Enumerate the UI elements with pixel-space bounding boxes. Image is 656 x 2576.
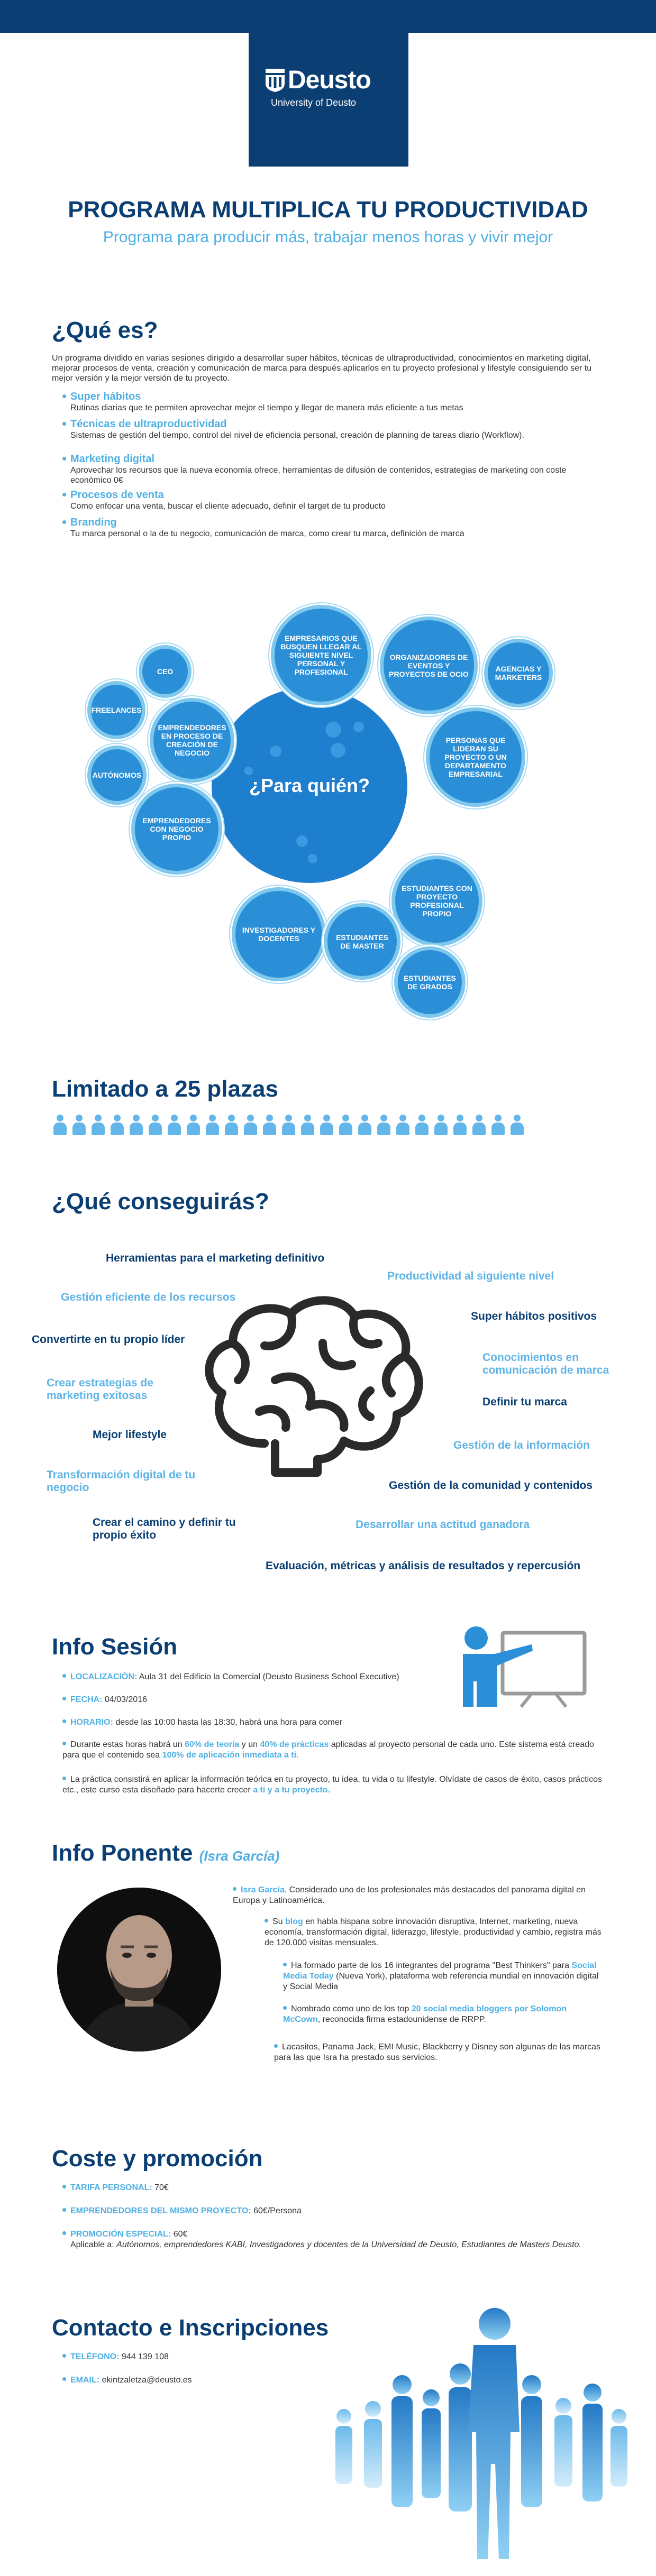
header-bar-left	[0, 0, 249, 33]
seat-person-icon	[147, 1115, 163, 1136]
brain-icon	[196, 1285, 429, 1480]
info-fecha: FECHA: 04/03/2016	[62, 1695, 464, 1705]
bubble-investigadores: INVESTIGADORES Y DOCENTES	[232, 887, 326, 981]
goal-item: Evaluación, métricas y análisis de resultados y repercusión	[266, 1560, 581, 1572]
business-people-illustration	[323, 2305, 651, 2570]
header-bar-right	[408, 0, 656, 33]
seat-person-icon	[414, 1115, 430, 1136]
que-es-item: Branding Tu marca personal o la de tu negocio, comunicación de marca, como crear tu marca, definición de marca	[62, 517, 597, 539]
goal-item: Gestión eficiente de los recursos	[61, 1291, 236, 1303]
info-paragraph-2: La práctica consistirá en aplicar la información teórica en tu proyecto, tu idea, tu vida o tu lifestyle. Olvídate de casos de éxito, casos prácticos etc., este curso esta diseñado para hacerte crecer a ti y a tu proyecto.	[62, 1775, 602, 1795]
que-es-heading: ¿Qué es?	[52, 317, 158, 343]
bullet-icon	[62, 2231, 66, 2235]
seat-person-icon	[299, 1115, 315, 1136]
que-es-item: Marketing digital Aprovechar los recursos que la nueva economía ofrece, herramientas de difusión de contenidos, estrategias de marketing con coste económico 0€	[62, 454, 597, 485]
contacto-email: EMAIL: ekintzaletza@deusto.es	[62, 2375, 327, 2386]
seat-person-icon	[357, 1115, 372, 1136]
bullet-icon	[62, 2208, 66, 2212]
que-es-item: Super hábitos Rutinas diarias que te permiten aprovechar mejor el tiempo y llegar de manera más eficiente a tus metas	[62, 391, 597, 413]
ponente-bullet-3: Ha formado parte de los 16 integrantes del programa "Best Thinkers" para Social Media Today (Nueva York), plataforma web referencia mundial en innovación digital y Social Media	[283, 1961, 599, 1991]
seat-person-icon	[52, 1115, 68, 1136]
plazas-people-row	[52, 1115, 607, 1138]
seat-person-icon	[338, 1115, 353, 1136]
seat-person-icon	[509, 1115, 525, 1136]
info-horario: HORARIO: desde las 10:00 hasta las 18:30, habrá una hora para comer	[62, 1717, 464, 1728]
seat-person-icon	[71, 1115, 87, 1136]
que-es-intro: Un programa dividido en varias sesiones dirigido a desarrollar super hábitos, técnicas de ultraproductividad, conocimientos en marketing digital, mejorar procesos de venta, creación y comunicación de marca para después aplicarlos en tu proyecto profesional y lifestyle consiguiendo ser tu mejor versión y la mejor versión de tu proyecto.	[52, 354, 592, 383]
phone-link[interactable]: 944 139 108	[121, 2352, 169, 2361]
seat-person-icon	[452, 1115, 468, 1136]
plazas-heading: Limitado a 25 plazas	[52, 1076, 278, 1102]
conseguiras-heading: ¿Qué conseguirás?	[52, 1189, 269, 1215]
page-title: PROGRAMA MULTIPLICA TU PRODUCTIVIDAD	[68, 197, 588, 223]
ponente-heading: Info Ponente (Isra García)	[52, 1840, 280, 1866]
goal-item: Crear el camino y definir tu propio éxito	[93, 1516, 236, 1541]
goal-item: Desarrollar una actitud ganadora	[356, 1519, 530, 1531]
bullet-icon	[62, 457, 66, 461]
decor-dot	[325, 722, 341, 738]
bullet-icon	[283, 1963, 287, 1966]
info-sesion-heading: Info Sesión	[52, 1634, 178, 1660]
que-es-item: Procesos de venta Como enfocar una venta, buscar el cliente adecuado, definir el target de tu producto	[62, 490, 597, 511]
bullet-icon	[62, 1777, 66, 1780]
decor-dot	[270, 746, 281, 757]
seat-person-icon	[223, 1115, 239, 1136]
goal-item: Herramientas para el marketing definitivo	[106, 1252, 325, 1264]
bullet-icon	[62, 2185, 66, 2188]
brand-name: Deusto	[288, 66, 371, 94]
coste-promocion: PROMOCIÓN ESPECIAL: 60€ Aplicable a: Autónomos, emprendedores KABI, Investigadores y docentes de la Universidad de Deusto, Estudiantes de Masters Deusto.	[62, 2229, 613, 2250]
bubble-ceo: CEO	[139, 645, 192, 698]
bullet-icon	[62, 1719, 66, 1723]
bubble-estudiantes-proyecto: ESTUDIANTES CON PROYECTO PROFESIONAL PROPIO	[391, 855, 482, 946]
decor-dot	[353, 722, 364, 732]
coste-tarifa: TARIFA PERSONAL: 70€	[62, 2183, 591, 2193]
goal-item: Productividad al siguiente nivel	[387, 1270, 554, 1282]
bullet-icon	[62, 1697, 66, 1700]
goal-item: Gestión de la información	[453, 1439, 590, 1451]
bubble-empresarios: EMPRESARIOS QUE BUSQUEN LLEGAR AL SIGUIENTE NIVEL PERSONAL Y PROFESIONAL	[271, 605, 371, 705]
bullet-icon	[62, 394, 66, 398]
para-quien-diagram	[0, 587, 656, 1026]
bubble-autonomos: AUTÓNOMOS	[87, 746, 147, 805]
goal-item: Conocimientos en comunicación de marca	[482, 1351, 609, 1376]
ponente-bullet-5: Lacasitos, Panama Jack, EMI Music, Blackberry y Disney son algunas de las marcas para las que Isra ha prestado sus servicios.	[274, 2043, 601, 2062]
goal-item: Transformación digital de tu negocio	[47, 1469, 196, 1494]
seat-person-icon	[280, 1115, 296, 1136]
bullet-icon	[62, 1742, 66, 1745]
speaker-photo	[57, 1888, 221, 2051]
seat-person-icon	[471, 1115, 487, 1136]
bubble-emprendedores-proceso: EMPRENDEDORES EN PROCESO DE CREACIÓN DE NEGOCIO	[150, 698, 234, 783]
seat-person-icon	[261, 1115, 277, 1136]
seat-person-icon	[166, 1115, 182, 1136]
bullet-icon	[62, 1674, 66, 1678]
seat-person-icon	[90, 1115, 106, 1136]
bullet-icon	[62, 422, 66, 426]
bubble-estudiantes-master: ESTUDIANTES DE MASTER	[324, 903, 400, 980]
seat-person-icon	[185, 1115, 201, 1136]
seat-person-icon	[318, 1115, 334, 1136]
bullet-icon	[62, 520, 66, 524]
info-paragraph-1: Durante estas horas habrá un 60% de teoría y un 40% de prácticas aplicadas al proyecto personal de cada uno. Este sistema está creado para que el contenido sea 100% de aplicación inmediata a ti.	[62, 1740, 594, 1760]
bubble-emprendedores-negocio: EMPRENDEDORES CON NEGOCIO PROPIO	[131, 784, 222, 875]
page-subtitle: Programa para producir más, trabajar menos horas y vivir mejor	[103, 228, 553, 246]
bubble-agencias: AGENCIAS Y MARKETERS	[484, 639, 553, 707]
decor-dot	[296, 835, 308, 847]
bullet-icon	[283, 2006, 287, 2010]
bubble-organizadores: ORGANIZADORES DE EVENTOS Y PROYECTOS DE OCIO	[380, 617, 478, 714]
decor-dot	[308, 854, 317, 863]
ponente-name-tag: (Isra García)	[199, 1848, 280, 1864]
goal-item: Gestión de la comunidad y contenidos	[389, 1479, 593, 1492]
coste-emprendedores: EMPRENDEDORES DEL MISMO PROYECTO: 60€/Persona	[62, 2206, 591, 2216]
decor-dot	[244, 767, 253, 775]
bullet-icon	[62, 2377, 66, 2381]
que-es-item: Técnicas de ultraproductividad Sistemas de gestión del tiempo, control del nivel de eficiencia personal, creación de planning de tareas diario (Workflow).	[62, 419, 597, 440]
bullet-icon	[265, 1919, 268, 1922]
seat-person-icon	[109, 1115, 125, 1136]
goal-item: Definir tu marca	[482, 1396, 567, 1408]
bullet-icon	[62, 493, 66, 496]
goal-item: Convertirte en tu propio líder	[32, 1333, 185, 1346]
deusto-crest-icon	[265, 68, 286, 93]
bullet-icon	[274, 2044, 278, 2048]
seat-person-icon	[433, 1115, 449, 1136]
info-localizacion: LOCALIZACIÓN: Aula 31 del Edificio la Comercial (Deusto Business School Executive)	[62, 1672, 464, 1682]
seat-person-icon	[490, 1115, 506, 1136]
presentation-icon	[452, 1623, 590, 1708]
contacto-heading: Contacto e Inscripciones	[52, 2315, 329, 2341]
goal-item: Crear estrategias de marketing exitosas	[47, 1377, 153, 1402]
decor-dot	[331, 743, 345, 758]
center-label: ¿Para quién?	[249, 775, 370, 796]
seat-person-icon	[128, 1115, 144, 1136]
bullet-icon	[62, 2354, 66, 2358]
ponente-bullet-2: Su blog en habla hispana sobre innovación disruptiva, Internet, marketing, nueva economía, transformación digital, liderazgo, lifestyle, productividad y cambio, registra más de 120.000 visitas mensuales.	[265, 1917, 602, 1947]
logo-panel	[249, 0, 408, 167]
coste-heading: Coste y promoción	[52, 2146, 263, 2172]
seat-person-icon	[376, 1115, 391, 1136]
ponente-bullet-1: Isra García. Considerado uno de los profesionales más destacados del panorama digital en Europa y Latinoamérica.	[233, 1885, 586, 1905]
email-link[interactable]: ekintzaletza@deusto.es	[102, 2376, 192, 2385]
bullet-icon	[233, 1887, 236, 1891]
contacto-telefono: TELÉFONO: 944 139 108	[62, 2352, 327, 2362]
goal-item: Mejor lifestyle	[93, 1429, 167, 1441]
seat-person-icon	[242, 1115, 258, 1136]
brand-subtitle: University of Deusto	[271, 97, 357, 108]
goal-item: Super hábitos positivos	[471, 1310, 597, 1322]
ponente-bullet-4: Nombrado como uno de los top 20 social media bloggers por Solomon McCown, reconocida firma estadounidense de RRPP.	[283, 2004, 567, 2024]
bubble-freelances: FREELANCES	[87, 681, 145, 739]
bubble-estudiantes-grados: ESTUDIANTES DE GRADOS	[394, 946, 466, 1018]
seat-person-icon	[204, 1115, 220, 1136]
seat-person-icon	[395, 1115, 411, 1136]
bubble-personas-lideran: PERSONAS QUE LIDERAN SU PROYECTO O UN DEPARTAMENTO EMPRESARIAL	[426, 707, 525, 807]
